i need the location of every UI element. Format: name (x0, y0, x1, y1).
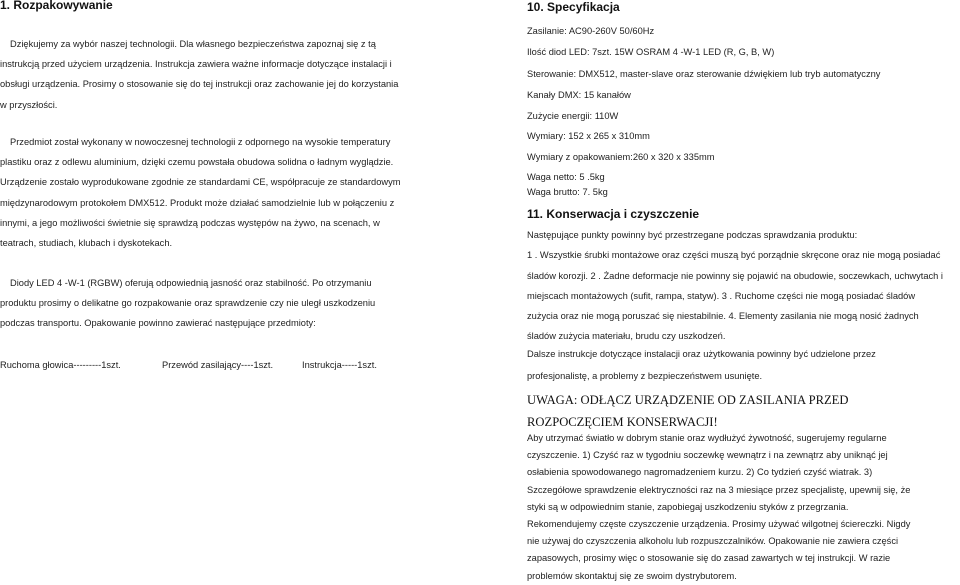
cleaning-line: zapasowych, prosimy więc o stosowanie się do zasad zawartych w tej instrukcji. W razie (527, 553, 891, 564)
maintenance-line: zużycia oraz nie mogą poruszać się niestabilnie. 4. Elementy zasilania nie mogą nosić żadnych (527, 311, 919, 322)
warning-line: UWAGA: ODŁĄCZ URZĄDZENIE OD ZASILANIA PRZED (527, 393, 849, 407)
spec-item: Wymiary z opakowaniem:260 x 320 x 335mm (527, 152, 715, 163)
maintenance-line: miejscach montażowych (sufit, rampa, statyw). 3 . Ruchome części nie mogą posiadać śladów (527, 290, 916, 301)
further-line: profesjonalistę, a problemy z bezpieczeństwem usunięte. (527, 371, 763, 382)
package-item: Ruchoma głowica---------1szt. (0, 360, 121, 370)
diodes-paragraph (10, 273, 372, 293)
intro-line: w przyszłości. (0, 99, 58, 110)
intro-line: obsługi urządzenia. Prosimy o stosowanie się do tej instrukcji oraz zachowanie jej do korzystania (0, 79, 399, 90)
product-line: międzynarodowym protokołem DMX512. Produkt może działać samodzielnie lub w połączeniu z (0, 197, 395, 208)
cleaning-line: Rekomendujemy częste czyszczenie urządzenia. Prosimy używać wilgotnej ściereczki. Nigdy (527, 519, 911, 530)
spec-item: Waga netto: 5 .5kg (527, 172, 605, 182)
spec-item: Sterowanie: DMX512, master-slave oraz sterowanie dźwiękiem lub tryb automatyczny (527, 68, 881, 79)
intro-paragraph (10, 34, 376, 54)
intro-line: instrukcją przed użyciem urządzenia. Instrukcja zawiera ważne informacje dotyczące instalacji i (0, 59, 392, 69)
intro-paragraph-cont (0, 54, 398, 115)
spec-item: Zasilanie: AC90-260V 50/60Hz (527, 26, 655, 36)
cleaning-line: Szczegółowe sprawdzenie elektryczności raz na 3 miesiące przez specjalistę, upewnij się, że (527, 484, 911, 495)
spec-list (527, 21, 880, 126)
spec-item: Ilość diod LED: 7szt. 15W OSRAM 4 -W-1 LED (R, G, B, W) (527, 47, 775, 58)
diodes-line: podczas transportu. Opakowanie powinno zawierać następujące przedmioty: (0, 318, 316, 329)
maintenance-line: śladów korozji. 2 . Żadne deformacje nie powinny się pojawić na obudowie, soczewkach, uchwytach i (527, 270, 943, 281)
cleaning-line: osłabienia spowodowanego nagromadzeniem kurzu. 2) Co tydzień czyść wiatrak. 3) (527, 467, 873, 478)
cleaning-line: problemów skontaktuj się ze swoim dystrybutorem. (527, 570, 737, 581)
diodes-paragraph-cont (0, 293, 375, 334)
product-line: innymi, a jego możliwości świetnie się sprawdzą podczas występów na żywo, na scenach, w (0, 217, 380, 228)
product-paragraph (10, 132, 390, 152)
spec-list-dimensions (527, 126, 714, 168)
package-item: Instrukcja-----1szt. (302, 360, 377, 370)
further-instructions-paragraph (527, 344, 876, 387)
product-line: plastiku oraz z odlewu aluminium, dzięki czemu powstała obudowa solidna o ładnym wyglądzie. (0, 157, 394, 167)
warning-line: ROZPOCZĘCIEM KONSERWACJI! (527, 415, 718, 429)
section-heading-unpacking: 1. Rozpakowywanie (0, 0, 113, 12)
cleaning-line: czyszczenie. 1) Czyść raz w tygodniu soczewkę wewnątrz i na zewnątrz aby uniknąć jej (527, 450, 888, 461)
intro-line: Dziękujemy za wybór naszej technologii. Dla własnego bezpieczeństwa zapoznaj się z tą (10, 39, 376, 49)
section-heading-specification: 10. Specyfikacja (527, 0, 620, 14)
spec-item: Wymiary: 152 x 265 x 310mm (527, 131, 650, 141)
spec-item: Zużycie energii: 110W (527, 111, 619, 122)
maintenance-line: śladów zużycia materiału, brudu czy uszkodzeń. (527, 331, 726, 342)
diodes-line: Diody LED 4 -W-1 (RGBW) oferują odpowiednią jasność oraz stabilność. Po otrzymaniu (10, 278, 372, 288)
cleaning-paragraph (527, 430, 910, 585)
maintenance-paragraph (527, 225, 943, 347)
product-paragraph-cont (0, 152, 401, 253)
cleaning-line: nie używaj do czyszczenia alkoholu lub rozpuszczalników. Opakowanie nie zawiera części (527, 536, 899, 547)
product-line: Przedmiot został wykonany w nowoczesnej technologii z odpornego na wysokie temperatury (10, 137, 391, 147)
cleaning-line: Aby utrzymać światło w dobrym stanie oraz wydłużyć żywotność, sugerujemy regularne (527, 433, 887, 443)
further-line: Dalsze instrukcje dotyczące instalacji oraz użytkowania powinny być udzielone przez (527, 349, 876, 359)
spec-list-weight (527, 170, 608, 200)
spec-item: Kanały DMX: 15 kanałów (527, 89, 631, 100)
section-heading-maintenance: 11. Konserwacja i czyszczenie (527, 207, 700, 221)
diodes-line: produktu prosimy o delikatne go rozpakowanie oraz sprawdzenie czy nie uległ uszkodzeniu (0, 298, 376, 308)
warning-block (527, 390, 848, 432)
maintenance-line: 1 . Wszystkie śrubki montażowe oraz części muszą być porządnie skręcone oraz nie mogą posiadać (527, 250, 941, 261)
product-line: Urządzenie zostało wyprodukowane zgodnie ze standardami CE, współpracuje ze standardowym (0, 177, 401, 188)
cleaning-line: styki są w odpowiednim stanie, zapobiegaj uszkodzeniu styków z przegrzania. (527, 501, 849, 512)
maintenance-line: Następujące punkty powinny być przestrzegane podczas sprawdzania produktu: (527, 230, 858, 240)
product-line: teatrach, studiach, klubach i dyskotekach. (0, 238, 173, 249)
spec-item: Waga brutto: 7. 5kg (527, 187, 608, 197)
package-item: Przewód zasilający----1szt. (162, 360, 274, 370)
